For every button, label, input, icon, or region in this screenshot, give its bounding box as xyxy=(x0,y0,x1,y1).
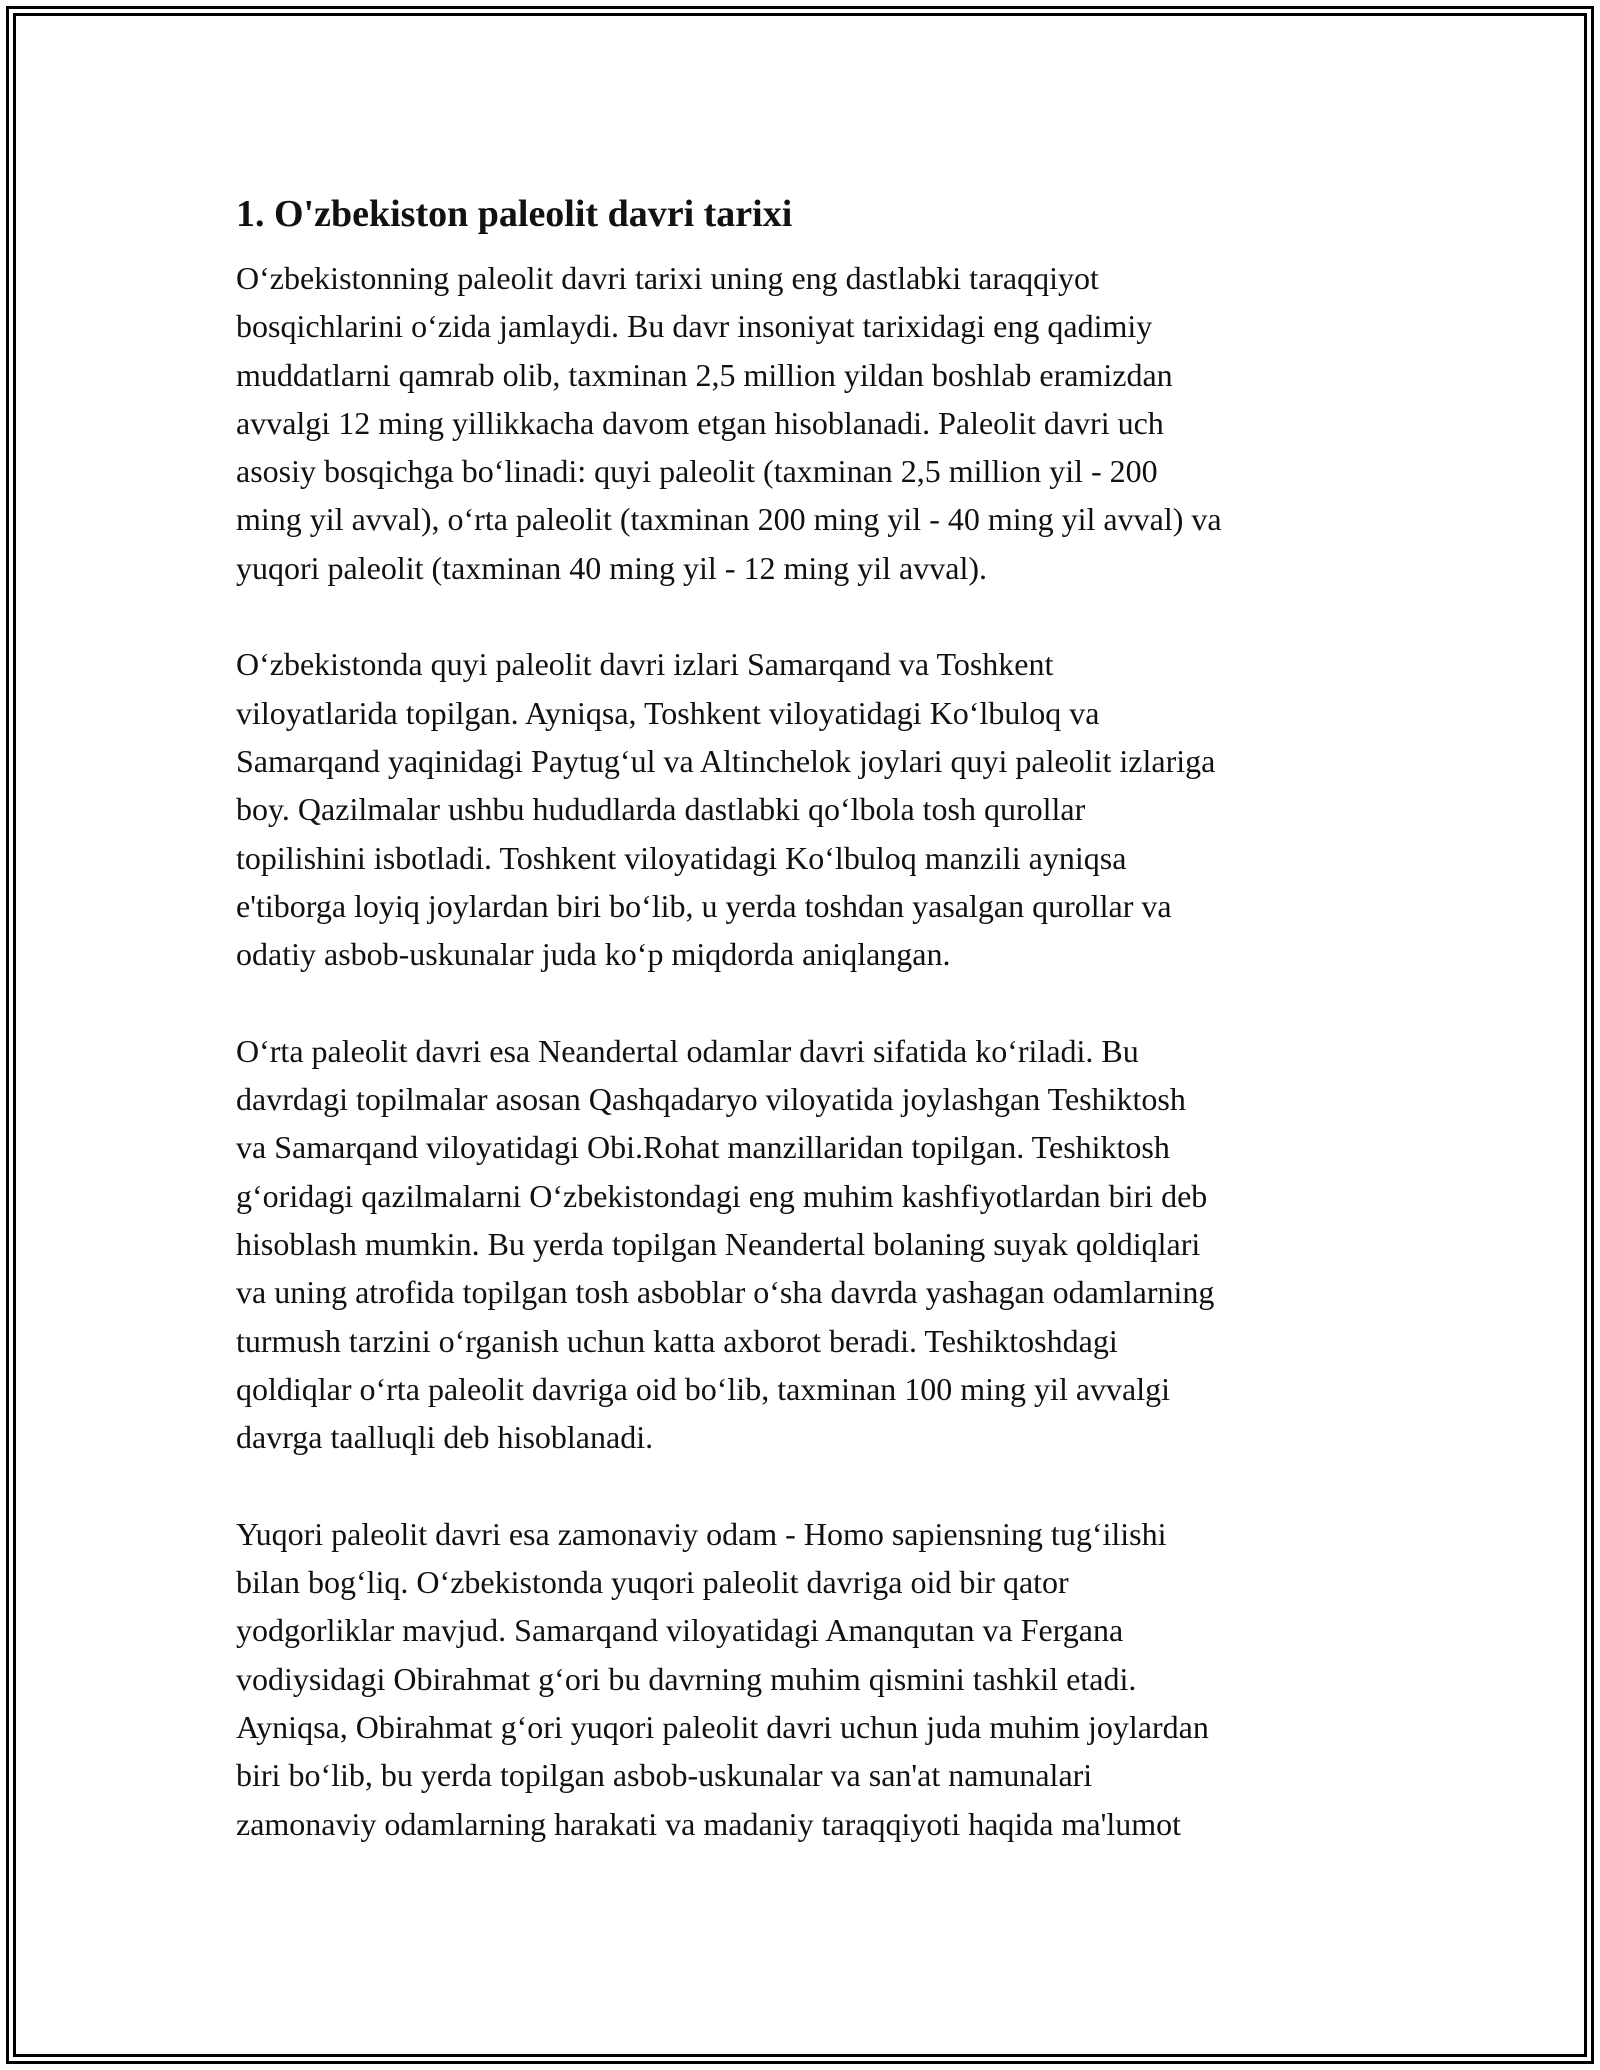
text-line: bilan bog‘liq. O‘zbekistonda yuqori paleolit davriga oid bir qator xyxy=(236,1564,1069,1601)
text-line: O‘zbekistonda quyi paleolit davri izlari Samarqand va Toshkent xyxy=(236,646,1054,683)
text-line: Yuqori paleolit davri esa zamonaviy odam - Homo sapiensning tug‘ilishi xyxy=(236,1515,1167,1552)
paragraph-spacer xyxy=(236,978,1371,1026)
text-line: O‘zbekistonning paleolit davri tarixi uning eng dastlabki taraqqiyot xyxy=(236,260,1099,296)
text-line: bosqichlarini o‘zida jamlaydi. Bu davr insoniyat tarixidagi eng qadimiy xyxy=(236,308,1153,345)
paragraph-middle-paleolithic xyxy=(236,1027,1371,1462)
text-line: yodgorliklar mavjud. Samarqand viloyatidagi Amanqutan va Fergana xyxy=(236,1612,1124,1649)
text-line: turmush tarzini o‘rganish uchun katta axborot beradi. Teshiktoshdagi xyxy=(236,1322,1118,1359)
text-line: va Samarqand viloyatidagi Obi.Rohat manzillaridan topilgan. Teshiktosh xyxy=(236,1129,1170,1166)
text-line: vodiysidagi Obirahmat g‘ori bu davrning muhim qismini tashkil etadi. xyxy=(236,1660,1137,1697)
text-line: hisoblash mumkin. Bu yerda topilgan Neandertal bolaning suyak qoldiqlari xyxy=(236,1225,1201,1262)
text-line: e'tiborga loyiq joylardan biri bo‘lib, u yerda toshdan yasalgan qurollar va xyxy=(236,887,1172,924)
paragraph-spacer xyxy=(236,1461,1371,1509)
paragraph-upper-paleolithic xyxy=(236,1510,1371,1848)
section-heading: 1. O'zbekiston paleolit davri tarixi xyxy=(236,193,793,235)
paragraph-lower-middle-upper-overview xyxy=(236,254,1371,592)
paragraph-lower-paleolithic xyxy=(236,640,1371,978)
text-line: O‘rta paleolit davri esa Neandertal odamlar davri sifatida ko‘riladi. Bu xyxy=(236,1032,1139,1069)
text-line: g‘oridagi qazilmalarni O‘zbekistondagi eng muhim kashfiyotlardan biri deb xyxy=(236,1177,1208,1214)
text-line: davrga taalluqli deb hisoblanadi. xyxy=(236,1419,654,1456)
text-line: boy. Qazilmalar ushbu hududlarda dastlabki qo‘lbola tosh qurollar xyxy=(236,791,1086,828)
text-line: qoldiqlar o‘rta paleolit davriga oid bo‘lib, taxminan 100 ming yil avvalgi xyxy=(236,1370,1171,1407)
text-line: Ayniqsa, Obirahmat g‘ori yuqori paleolit davri uchun juda muhim joylardan xyxy=(236,1708,1209,1745)
text-line: odatiy asbob-uskunalar juda ko‘p miqdorda aniqlangan. xyxy=(236,936,951,973)
text-line: davrdagi topilmalar asosan Qashqadaryo viloyatida joylashgan Teshiktosh xyxy=(236,1081,1186,1118)
text-line: topilishini isbotladi. Toshkent viloyatidagi Ko‘lbuloq manzili ayniqsa xyxy=(236,839,1127,876)
text-line: muddatlarni qamrab olib, taxminan 2,5 million yildan boshlab eramizdan xyxy=(236,356,1173,393)
text-line: zamonaviy odamlarning harakati va madaniy taraqqiyoti haqida ma'lumot xyxy=(236,1805,1182,1842)
text-line: yuqori paleolit (taxminan 40 ming yil - 12 ming yil avval). xyxy=(236,549,987,586)
text-line: va uning atrofida topilgan tosh asboblar o‘sha davrda yashagan odamlarning xyxy=(236,1274,1215,1311)
text-line: asosiy bosqichga bo‘linadi: quyi paleolit (taxminan 2,5 million yil - 200 xyxy=(236,453,1158,490)
text-line: biri bo‘lib, bu yerda topilgan asbob-uskunalar va san'at namunalari xyxy=(236,1757,1093,1794)
text-line: Samarqand yaqinidagi Paytug‘ul va Altinchelok joylari quyi paleolit izlariga xyxy=(236,742,1216,779)
paragraph-spacer xyxy=(236,592,1371,640)
text-line: avvalgi 12 ming yillikkacha davom etgan hisoblanadi. Paleolit davri uch xyxy=(236,404,1164,441)
text-line: ming yil avval), o‘rta paleolit (taxminan 200 ming yil - 40 ming yil avval) va xyxy=(236,501,1222,538)
text-line: viloyatlarida topilgan. Ayniqsa, Toshkent viloyatidagi Ko‘lbuloq va xyxy=(236,694,1100,731)
document-body xyxy=(236,186,1371,1848)
